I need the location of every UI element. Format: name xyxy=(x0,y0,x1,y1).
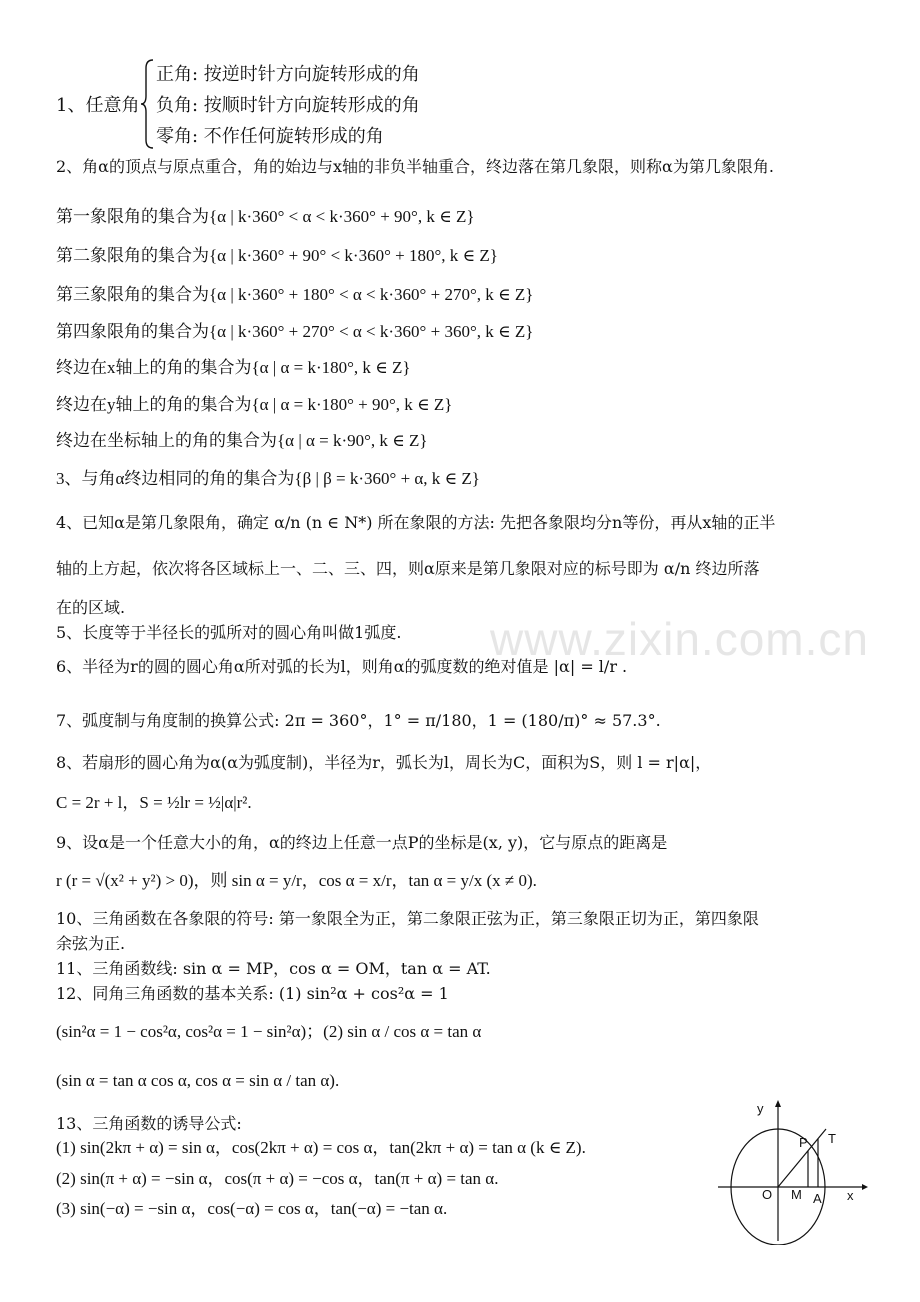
item-5: 5、长度等于半径长的弧所对的圆心角叫做1弧度. xyxy=(56,623,402,642)
s1-head: 1、任意角 xyxy=(56,95,140,116)
quadrant-3-set: 第三象限角的集合为{α | k·360° + 180° < α < k·360° + 270°, k ∈ Z} xyxy=(56,285,534,304)
item-12-line-3: (sin α = tan α cos α, cos α = sin α / tan α). xyxy=(56,1071,340,1090)
item-12-line-2: (sin²α = 1 − cos²α, cos²α = 1 − sin²α)；(2) sin α / cos α = tan α xyxy=(56,1022,482,1041)
item-8-line-1: 8、若扇形的圆心角为α(α为弧度制)，半径为r，弧长为l，周长为C，面积为S，则 l = r|α|， xyxy=(56,753,712,772)
induction-formula-2: (2) sin(π + α) = −sin α，cos(π + α) = −cos α，tan(π + α) = tan α. xyxy=(56,1169,499,1188)
item-12-line-1: 12、同角三角函数的基本关系: (1) sin²α + cos²α = 1 xyxy=(56,984,449,1003)
x-axis-set: 终边在x轴上的角的集合为{α | α = k·180°, k ∈ Z} xyxy=(56,358,411,377)
s1-item-positive: 正角: 按逆时针方向旋转形成的角 xyxy=(156,64,420,85)
item-4-line-3: 在的区域. xyxy=(56,598,126,617)
induction-formula-1: (1) sin(2kπ + α) = sin α，cos(2kπ + α) = cos α，tan(2kπ + α) = tan α (k ∈ Z). xyxy=(56,1138,586,1157)
label-a: A xyxy=(813,1191,822,1206)
s1-item-zero: 零角: 不作任何旋转形成的角 xyxy=(156,126,384,147)
label-y: y xyxy=(757,1101,764,1116)
item-9-line-2: r (r = √(x² + y²) > 0)，则 sin α = y/r，cos α = x/r，tan α = y/x (x ≠ 0). xyxy=(56,871,537,890)
label-x: x xyxy=(847,1188,854,1203)
item-13: 13、三角函数的诱导公式: xyxy=(56,1114,242,1133)
induction-formula-3: (3) sin(−α) = −sin α，cos(−α) = cos α，tan(−α) = −tan α. xyxy=(56,1199,448,1218)
brace-icon xyxy=(140,58,156,150)
axes-set: 终边在坐标轴上的角的集合为{α | α = k·90°, k ∈ Z} xyxy=(56,431,428,450)
item-10-line-1: 10、三角函数在各象限的符号: 第一象限全为正，第二象限正弦为正，第三象限正切为正，第四象限 xyxy=(56,909,759,928)
label-o: O xyxy=(762,1187,773,1202)
item-4-line-2: 轴的上方起，依次将各区域标上一、二、三、四，则α原来是第几象限对应的标号即为 α/n 终边所落 xyxy=(56,559,760,578)
watermark: www.zixin.com.cn xyxy=(490,613,869,665)
item-6: 6、半径为r的圆的圆心角α所对弧的长为l，则角α的弧度数的绝对值是 |α| = l/r . xyxy=(56,657,628,676)
x-axis-arrow-icon xyxy=(862,1184,868,1190)
quadrant-2-set: 第二象限角的集合为{α | k·360° + 90° < k·360° + 180°, k ∈ Z} xyxy=(56,246,498,265)
label-m: M xyxy=(791,1187,802,1202)
label-p: P xyxy=(799,1135,808,1150)
item-3: 3、与角α终边相同的角的集合为{β | β = k·360° + α, k ∈ Z} xyxy=(56,469,480,488)
item-9-line-1: 9、设α是一个任意大小的角，α的终边上任意一点P的坐标是(x, y)，它与原点的距离是 xyxy=(56,833,668,852)
quadrant-1-set: 第一象限角的集合为{α | k·360° < α < k·360° + 90°, k ∈ Z} xyxy=(56,207,475,226)
item-11: 11、三角函数线: sin α = MP，cos α = OM，tan α = AT. xyxy=(56,959,491,978)
unit-circle-diagram xyxy=(712,1095,882,1245)
item-4-line-1: 4、已知α是第几象限角，确定 α/n (n ∈ N*) 所在象限的方法: 先把各象限均分n等份，再从x轴的正半 xyxy=(56,513,776,532)
label-t: T xyxy=(828,1131,836,1146)
quadrant-4-set: 第四象限角的集合为{α | k·360° + 270° < α < k·360° + 360°, k ∈ Z} xyxy=(56,322,534,341)
item-7: 7、弧度制与角度制的换算公式: 2π = 360°，1° = π/180，1 = (180/π)° ≈ 57.3°. xyxy=(56,711,661,730)
s1-item-negative: 负角: 按顺时针方向旋转形成的角 xyxy=(156,95,420,116)
item-2: 2、角α的顶点与原点重合，角的始边与x轴的非负半轴重合，终边落在第几象限，则称α为第几象限角. xyxy=(56,157,774,176)
item-10-line-2: 余弦为正. xyxy=(56,934,126,953)
item-8-line-2: C = 2r + l，S = ½lr = ½|α|r². xyxy=(56,793,252,812)
y-axis-set: 终边在y轴上的角的集合为{α | α = k·180° + 90°, k ∈ Z} xyxy=(56,395,453,414)
y-axis-arrow-icon xyxy=(775,1100,781,1107)
